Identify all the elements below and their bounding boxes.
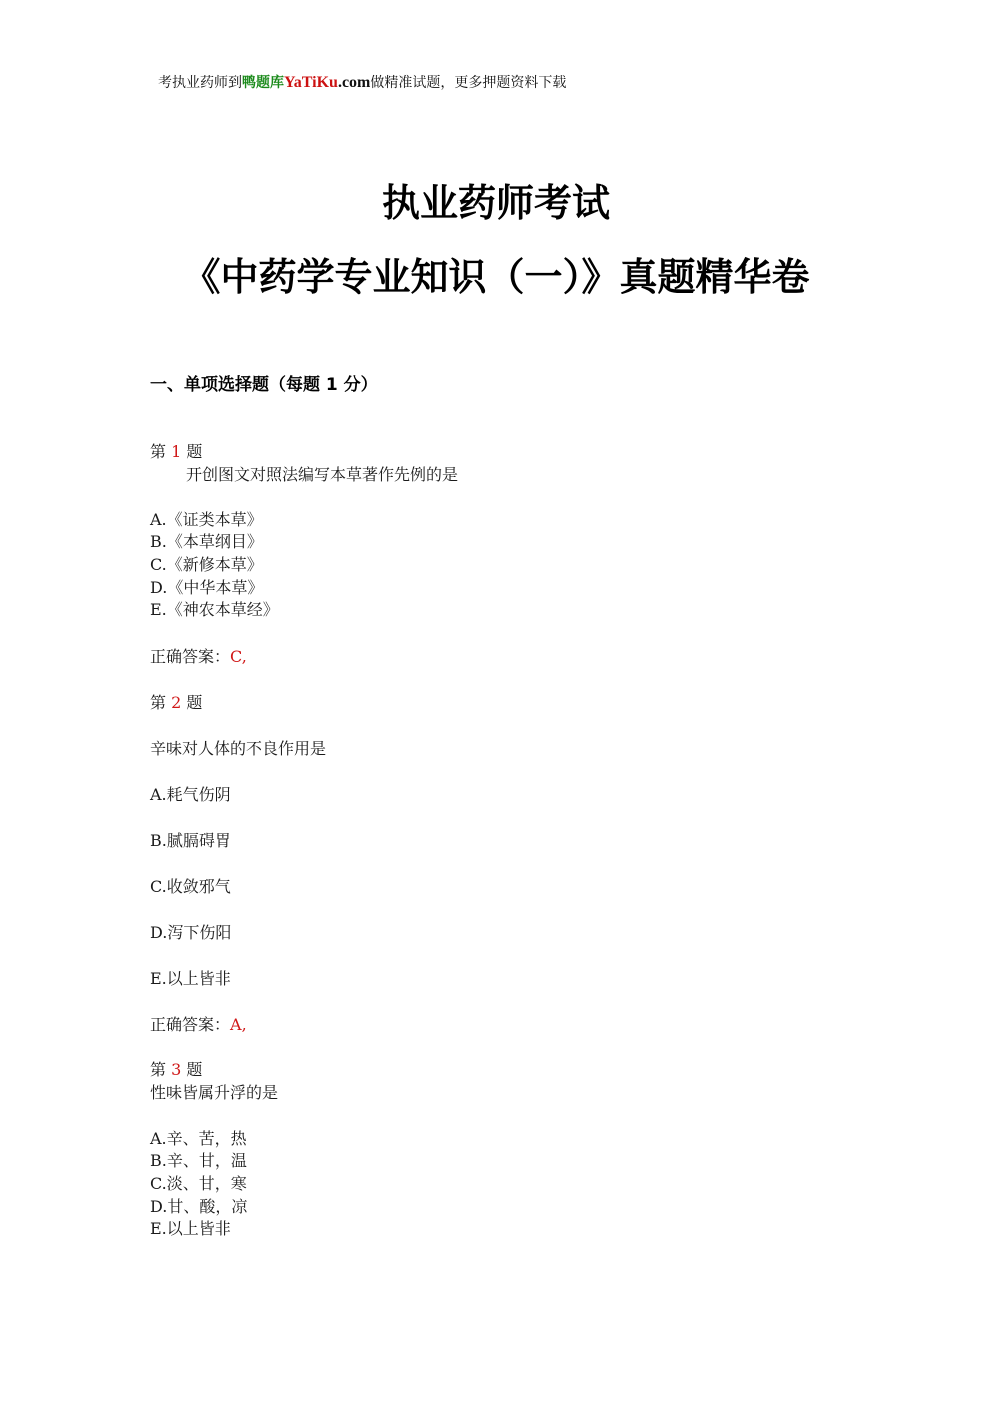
question-3-option-b: B.辛、甘，温 bbox=[150, 1151, 247, 1170]
question-1-option-e: E.《神农本草经》 bbox=[150, 600, 279, 619]
question-2-option-a: A.耗气伤阴 bbox=[150, 785, 231, 804]
question-3-option-a: A.辛、苦，热 bbox=[150, 1129, 247, 1148]
header-prefix: 考执业药师到 bbox=[158, 75, 242, 91]
question-number: 2 bbox=[171, 693, 182, 712]
question-3-number bbox=[150, 1059, 202, 1081]
brand-name-en: YaTiKu bbox=[284, 74, 338, 91]
question-2-number bbox=[150, 692, 202, 714]
brand-domain: .com bbox=[337, 74, 371, 91]
answer-label: 正确答案： bbox=[150, 1015, 231, 1034]
question-1-stem: 开创图文对照法编写本草著作先例的是 bbox=[186, 465, 459, 484]
brand-name-cn: 鸭题库 bbox=[242, 75, 284, 91]
question-3-option-e: E.以上皆非 bbox=[150, 1219, 231, 1238]
answer-label: 正确答案： bbox=[150, 647, 231, 666]
question-2-answer bbox=[150, 1014, 247, 1036]
question-prefix: 第 bbox=[150, 693, 167, 712]
answer-value: C, bbox=[230, 647, 247, 666]
question-3-option-c: C.淡、甘，寒 bbox=[150, 1174, 247, 1193]
section-heading: 一、单项选择题（每题 1 分） bbox=[150, 375, 378, 395]
answer-value: A, bbox=[230, 1015, 247, 1034]
question-suffix: 题 bbox=[186, 1060, 203, 1079]
question-prefix: 第 bbox=[150, 1060, 167, 1079]
question-suffix: 题 bbox=[186, 442, 203, 461]
question-prefix: 第 bbox=[150, 442, 167, 461]
question-2-stem: 辛味对人体的不良作用是 bbox=[150, 739, 327, 758]
question-2-option-e: E.以上皆非 bbox=[150, 969, 231, 988]
question-2-option-d: D.泻下伤阳 bbox=[150, 923, 232, 942]
question-2-option-c: C.收敛邪气 bbox=[150, 877, 231, 896]
question-1-number bbox=[150, 441, 202, 463]
question-2-option-b: B.腻膈碍胃 bbox=[150, 831, 231, 850]
header-suffix: 做精准试题，更多押题资料下载 bbox=[370, 75, 567, 91]
question-1-option-a: A.《证类本草》 bbox=[150, 510, 263, 529]
question-3-option-d: D.甘、酸，凉 bbox=[150, 1197, 248, 1216]
document-title-line2: 《中药学专业知识（一）》真题精华卷 bbox=[182, 255, 810, 299]
header-promo-line bbox=[158, 72, 566, 92]
question-1-option-c: C.《新修本草》 bbox=[150, 555, 263, 574]
question-1-option-b: B.《本草纲目》 bbox=[150, 532, 263, 551]
question-3-stem: 性味皆属升浮的是 bbox=[150, 1083, 279, 1102]
question-number: 1 bbox=[171, 442, 182, 461]
question-suffix: 题 bbox=[186, 693, 203, 712]
question-number: 3 bbox=[171, 1060, 182, 1079]
document-title-line1: 执业药师考试 bbox=[381, 181, 610, 225]
question-1-answer bbox=[150, 646, 247, 668]
question-1-option-d: D.《中华本草》 bbox=[150, 578, 264, 597]
